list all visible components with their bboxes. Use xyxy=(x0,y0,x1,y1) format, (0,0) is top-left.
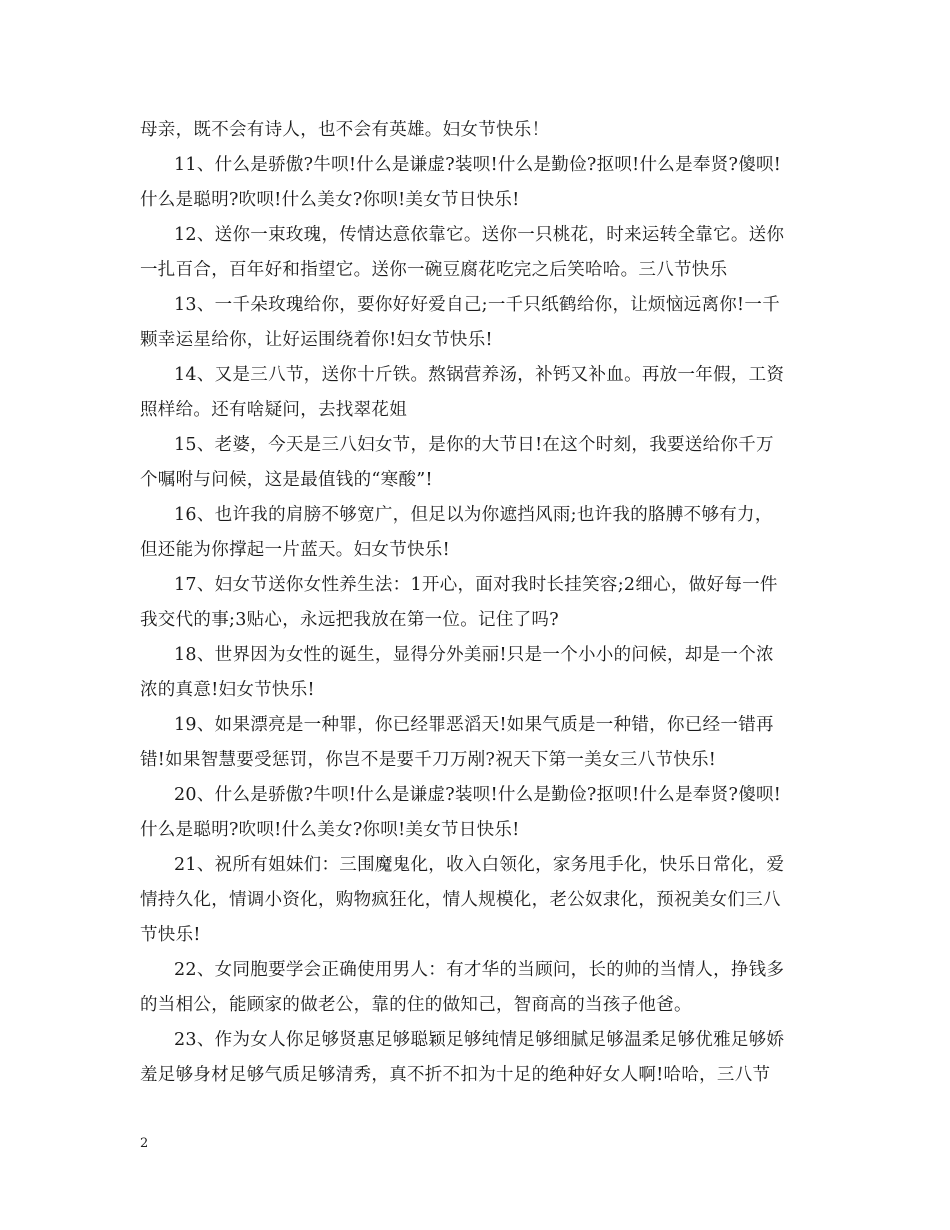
text-line: 19、如果漂亮是一种罪，你已经罪恶滔天!如果气质是一种错，你已经一错再 xyxy=(174,715,774,735)
text-line: 节快乐! xyxy=(140,925,201,945)
text-line: 照样给。还有啥疑问，去找翠花姐 xyxy=(140,400,407,420)
text-line: 的当相公，能顾家的做老公，靠的住的做知己，智商高的当孩子他爸。 xyxy=(140,995,692,1015)
text-line: 12、送你一束玫瑰，传情达意依靠它。送你一只桃花，时来运转全靠它。送你 xyxy=(174,225,785,245)
text-line: 什么是聪明?吹呗!什么美女?你呗!美女节日快乐! xyxy=(140,190,520,210)
text-line: 情持久化，情调小资化，购物疯狂化，情人规模化，老公奴隶化，预祝美女们三八 xyxy=(140,890,781,910)
text-line: 颗幸运星给你，让好运围绕着你!妇女节快乐! xyxy=(140,330,493,350)
text-line: 14、又是三八节，送你十斤铁。熬锅营养汤，补钙又补血。再放一年假，工资 xyxy=(174,365,785,385)
text-line: 我交代的事;3贴心，永远把我放在第一位。记住了吗? xyxy=(140,610,559,630)
text-line: 11、什么是骄傲?牛呗!什么是谦虚?装呗!什么是勤俭?抠呗!什么是奉贤?傻呗! xyxy=(174,155,782,175)
text-line: 15、老婆，今天是三八妇女节，是你的大节日!在这个时刻，我要送给你千万 xyxy=(174,435,774,455)
text-line: 一扎百合，百年好和指望它。送你一碗豆腐花吃完之后笑哈哈。三八节快乐 xyxy=(140,260,728,280)
text-line: 什么是聪明?吹呗!什么美女?你呗!美女节日快乐! xyxy=(140,820,520,840)
text-line: 13、一千朵玫瑰给你，要你好好爱自己;一千只纸鹤给你，让烦恼远离你!一千 xyxy=(174,295,780,315)
text-line: 20、什么是骄傲?牛呗!什么是谦虚?装呗!什么是勤俭?抠呗!什么是奉贤?傻呗! xyxy=(174,785,782,805)
text-line: 18、世界因为女性的诞生，显得分外美丽!只是一个小小的问候，却是一个浓 xyxy=(174,645,774,665)
text-line: 浓的真意!妇女节快乐! xyxy=(140,680,315,700)
text-line: 21、祝所有姐妹们：三围魔鬼化，收入白领化，家务甩手化，快乐日常化，爱 xyxy=(174,855,785,875)
text-line: 16、也许我的肩膀不够宽广，但足以为你遮挡风雨;也许我的胳膊不够有力， xyxy=(174,505,773,525)
text-line: 22、女同胞要学会正确使用男人：有才华的当顾问，长的帅的当情人，挣钱多 xyxy=(174,960,785,980)
text-line: 错!如果智慧要受惩罚，你岂不是要千刀万剐?祝天下第一美女三八节快乐! xyxy=(140,750,717,770)
text-line: 羞足够身材足够气质足够清秀，真不折不扣为十足的绝种好女人啊!哈哈，三八节 xyxy=(140,1065,771,1085)
text-line: 但还能为你撑起一片蓝天。妇女节快乐! xyxy=(140,540,450,560)
text-line: 个嘱咐与问候，这是最值钱的“寒酸”! xyxy=(140,470,433,490)
text-line: 23、作为女人你足够贤惠足够聪颖足够纯情足够细腻足够温柔足够优雅足够娇 xyxy=(174,1030,785,1050)
text-line: 17、妇女节送你女性养生法：1开心，面对我时长挂笑容;2细心，做好每一件 xyxy=(174,575,778,595)
page-number: 2 xyxy=(140,1136,149,1151)
text-line: 母亲，既不会有诗人，也不会有英雄。妇女节快乐！ xyxy=(140,120,550,140)
